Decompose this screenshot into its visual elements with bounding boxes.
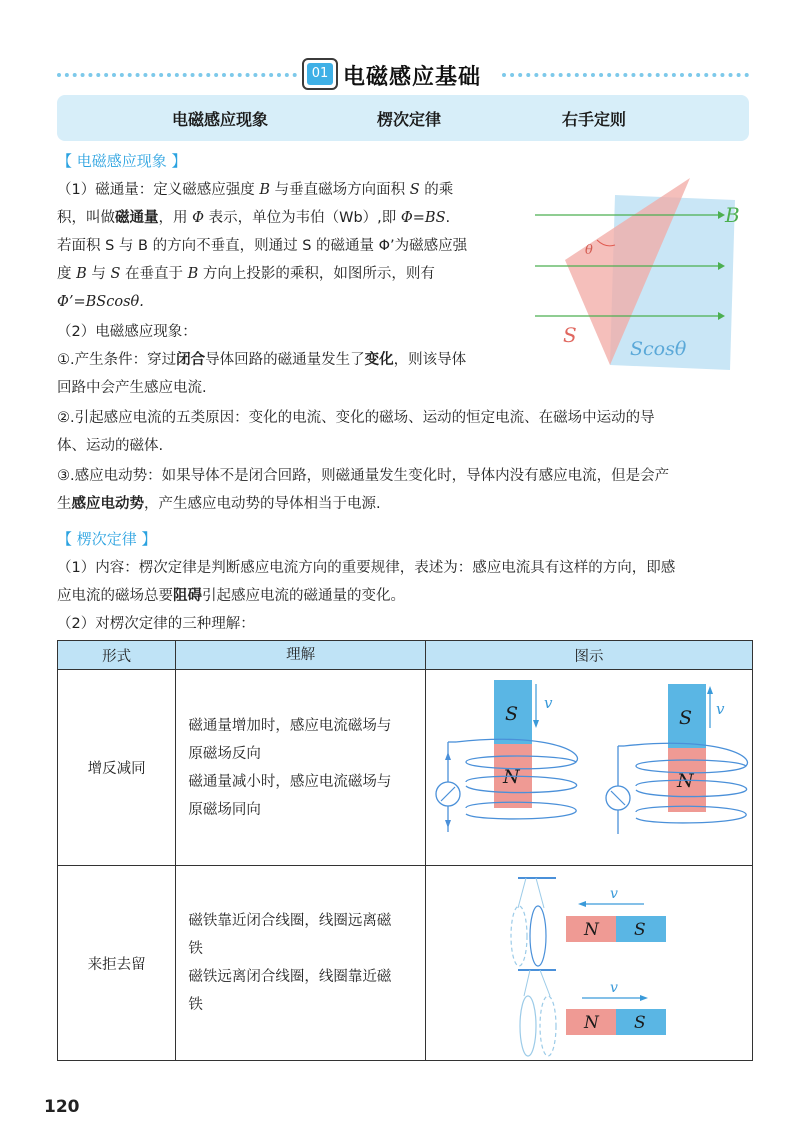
- velocity-arrowhead: [640, 995, 648, 1001]
- ring-string: [524, 970, 530, 996]
- velocity-arrowhead: [707, 686, 713, 694]
- ring-string: [540, 970, 550, 996]
- paragraph-line: 体、运动的磁体.: [57, 438, 164, 454]
- b-label: B: [725, 203, 740, 227]
- form-cell: 增反减同: [58, 670, 176, 866]
- magnet-n-label: N: [583, 920, 599, 940]
- magnet-s-label: S: [633, 1013, 646, 1033]
- flux-figure: [525, 170, 755, 370]
- ring-original: [511, 906, 527, 966]
- magnet-s-label: S: [633, 920, 646, 940]
- magnet-s-label: S: [678, 707, 693, 729]
- section-number-badge: [302, 58, 338, 90]
- coil-figure-left: [436, 680, 578, 832]
- velocity-label: v: [609, 980, 618, 996]
- table-header-cell: 图示: [425, 641, 752, 670]
- scos-label: Scosθ: [630, 338, 687, 360]
- ring-string: [518, 878, 526, 908]
- topic-item: 右手定则: [562, 110, 627, 129]
- table-header-cell: 理解: [176, 641, 426, 670]
- ring-moved: [520, 996, 536, 1056]
- lenz-table: [57, 640, 753, 1061]
- ring-string: [536, 878, 544, 908]
- paragraph-line: （2）电磁感应现象：: [57, 324, 197, 340]
- ring-magnet-diagram: [426, 866, 752, 1060]
- coil-magnet-diagram: [426, 670, 752, 865]
- topic-bar: [57, 95, 749, 141]
- paragraph-line: 度 B 与 S 在垂直于 B 方向上投影的乘积，如图所示，则有: [57, 266, 435, 282]
- explanation-cell: 磁铁靠近闭合线圈，线圈远离磁 铁 磁铁远离闭合线圈，线圈靠近磁 铁: [176, 866, 426, 1061]
- coil-figure-right: [606, 684, 747, 834]
- page-number: 120: [44, 1097, 80, 1117]
- velocity-label: v: [543, 694, 553, 712]
- ring-original: [540, 996, 556, 1056]
- section-title: 电磁感应基础: [343, 64, 482, 90]
- paragraph-line: 应电流的磁场总要阻碍引起感应电流的磁通量的变化。: [57, 588, 405, 604]
- section-heading: 【 电磁感应现象 】: [57, 152, 187, 170]
- paragraph-line: （1）磁通量：定义磁感应强度 B 与垂直磁场方向面积 S 的乘: [57, 182, 454, 198]
- ring-moved: [530, 906, 546, 966]
- section-heading: 【 楞次定律 】: [57, 530, 157, 548]
- table-header-cell: 形式: [58, 641, 176, 670]
- velocity-label: v: [715, 700, 725, 718]
- topic-item: 电磁感应现象: [172, 110, 269, 129]
- magnet-n-label: N: [676, 770, 694, 792]
- paragraph-line: （1）内容：楞次定律是判断感应电流方向的重要规律，表述为：感应电流具有这样的方向，即感: [57, 560, 676, 576]
- paragraph-line: 回路中会产生感应电流.: [57, 380, 207, 396]
- magnet-s-label: S: [504, 703, 519, 725]
- diagram-cell: [425, 670, 752, 866]
- s-label: S: [563, 323, 577, 347]
- table-row: [58, 670, 753, 866]
- explanation-cell: 磁通量增加时，感应电流磁场与 原磁场反向 磁通量减小时，感应电流磁场与 原磁场同向: [176, 670, 426, 866]
- magnet-n-label: N: [502, 766, 520, 788]
- velocity-arrowhead: [578, 901, 586, 907]
- current-arrowhead: [445, 752, 451, 760]
- paragraph-line: 生感应电动势，产生感应电动势的导体相当于电源.: [57, 496, 381, 512]
- table-header-row: [58, 641, 753, 670]
- form-cell: 来拒去留: [58, 866, 176, 1061]
- current-arrowhead: [445, 820, 451, 828]
- velocity-arrowhead: [533, 720, 539, 728]
- paragraph-line: （2）对楞次定律的三种理解：: [57, 616, 255, 632]
- magnet-n-label: N: [583, 1013, 599, 1033]
- theta-label: θ: [585, 243, 593, 258]
- formula-line: Φ’=BScosθ.: [57, 294, 144, 310]
- header-dots-left: [57, 73, 297, 77]
- header-dots-right: [502, 73, 749, 77]
- section-number: 01: [307, 63, 333, 85]
- velocity-label: v: [609, 886, 618, 902]
- paragraph-line: ②.引起感应电流的五类原因：变化的电流、变化的磁场、运动的恒定电流、在磁场中运动的导: [57, 410, 655, 426]
- paragraph-line: 积，叫做磁通量，用 Φ 表示，单位为韦伯（Wb）,即 Φ=BS.: [57, 210, 451, 226]
- paragraph-line: ③.感应电动势：如果导体不是闭合回路，则磁通量发生变化时，导体内没有感应电流，但是会产: [57, 468, 670, 484]
- topic-item: 楞次定律: [377, 110, 442, 129]
- table-row: [58, 866, 753, 1061]
- paragraph-line: ①.产生条件：穿过闭合导体回路的磁通量发生了变化，则该导体: [57, 352, 467, 368]
- paragraph-line: 若面积 S 与 B 的方向不垂直，则通过 S 的磁通量 Φ’为磁感应强: [57, 238, 468, 254]
- diagram-cell: [425, 866, 752, 1061]
